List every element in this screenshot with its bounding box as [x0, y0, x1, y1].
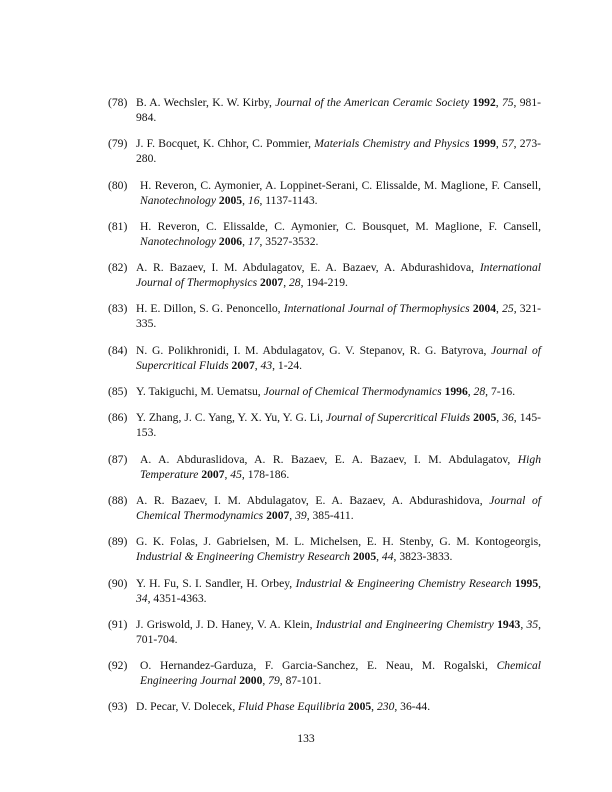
reference-pages: 36-44. [400, 700, 431, 714]
reference-journal: Journal of Supercritical Fluids [326, 411, 471, 425]
reference-pages: 981-984. [136, 96, 541, 124]
reference-number: (82) [108, 261, 128, 275]
reference-authors: A. R. Bazaev, I. M. Abdulagatov, E. A. Bazaev, A. Abdurashidova, [136, 493, 483, 507]
page-number: 133 [297, 732, 315, 745]
reference-year: 2005 [352, 550, 377, 564]
reference-text: H. Reveron, C. Aymonier, A. Loppinet-Serani, C. Elissalde, M. Maglione, F. Cansell, Nanotechnology 2005, 16, 1137-1143. [140, 178, 541, 207]
reference-journal: Materials Chemistry and Physics [314, 137, 470, 151]
reference-entry [108, 534, 541, 564]
reference-authors: A. R. Bazaev, I. M. Abdulagatov, E. A. Bazaev, A. Abdurashidova, [136, 261, 475, 275]
reference-number: (79) [108, 137, 128, 151]
reference-text: Y. Takiguchi, M. Uematsu, Journal of Chemical Thermodynamics 1996, 28, 7-16. [136, 385, 516, 399]
reference-journal: Chemical Engineering Journal [140, 659, 541, 688]
reference-text: G. K. Folas, J. Gabrielsen, M. L. Michelsen, E. H. Stenby, G. M. Kontogeorgis, Industrial & Engineering Chemistry Research 2005, 44, 3823-3833. [136, 535, 541, 564]
reference-number: (83) [108, 302, 128, 316]
reference-authors: H. E. Dillon, S. G. Penoncello, [136, 302, 281, 316]
reference-volume: 44 [381, 550, 394, 564]
reference-text: J. F. Bocquet, K. Chhor, C. Pommier, Materials Chemistry and Physics 1999, 57, 273-280. [136, 137, 541, 166]
reference-year: 2007 [201, 467, 225, 481]
reference-entry [108, 384, 541, 399]
reference-year: 1943 [497, 617, 521, 631]
reference-journal: High Temperature [140, 452, 541, 481]
reference-year: 1992 [472, 96, 496, 109]
reference-authors: B. A. Wechsler, K. W. Kirby, [136, 96, 272, 109]
reference-pages: 1-24. [277, 358, 303, 372]
reference-volume: 34 [136, 591, 148, 605]
reference-number: (93) [108, 700, 128, 714]
reference-authors: H. Reveron, C. Aymonier, A. Loppinet-Serani, C. Elissalde, M. Maglione, F. Cansell, [140, 178, 541, 192]
reference-authors: Y. H. Fu, S. I. Sandler, H. Orbey, [136, 576, 293, 590]
reference-year: 2006 [218, 234, 243, 248]
reference-entry [108, 658, 541, 688]
reference-text: B. A. Wechsler, K. W. Kirby, Journal of the American Ceramic Society 1992, 75, 981-984. [136, 96, 541, 124]
reference-pages: 145-153. [136, 411, 542, 440]
reference-number: (86) [108, 411, 128, 425]
reference-journal: Journal of the American Ceramic Society [275, 96, 470, 109]
reference-volume: 45 [230, 467, 242, 481]
reference-number: (80) [108, 178, 128, 192]
reference-authors: J. F. Bocquet, K. Chhor, C. Pommier, [136, 137, 311, 151]
reference-text: O. Hernandez-Garduza, F. Garcia-Sanchez, E. Neau, M. Rogalski, Chemical Engineering Journal 2000, 79, 87-101. [140, 659, 541, 688]
reference-pages: 194-219. [306, 276, 348, 290]
reference-text: D. Pecar, V. Dolecek, Fluid Phase Equilibria 2005, 230, 36-44. [136, 700, 431, 714]
reference-entry [108, 343, 541, 373]
reference-authors: Y. Takiguchi, M. Uematsu, [136, 385, 261, 399]
reference-text: H. E. Dillon, S. G. Penoncello, International Journal of Thermophysics 2004, 25, 321-335. [136, 302, 542, 331]
reference-entry [108, 617, 541, 647]
reference-volume: 79 [268, 674, 280, 688]
reference-authors: G. K. Folas, J. Gabrielsen, M. L. Michelsen, E. H. Stenby, G. M. Kontogeorgis, [136, 535, 541, 549]
reference-year: 2000 [239, 674, 263, 688]
reference-entry [108, 410, 541, 440]
reference-year: 2005 [218, 193, 243, 207]
reference-pages: 1137-1143. [265, 193, 318, 207]
reference-year: 2005 [347, 700, 372, 714]
reference-number: (90) [108, 576, 128, 590]
reference-year: 1995 [514, 576, 539, 590]
reference-journal: Nanotechnology [140, 193, 216, 207]
reference-journal: International Journal of Thermophysics [136, 261, 541, 290]
reference-volume: 25 [502, 302, 514, 316]
reference-volume: 57 [502, 137, 514, 151]
reference-volume: 35 [526, 617, 539, 631]
reference-volume: 16 [247, 193, 260, 207]
reference-pages: 3823-3833. [399, 550, 453, 564]
reference-pages: 7-16. [490, 385, 516, 399]
reference-authors: D. Pecar, V. Dolecek, [136, 700, 236, 714]
reference-text: Y. Zhang, J. C. Yang, Y. X. Yu, Y. G. Li, Journal of Supercritical Fluids 2005, 36, 145-153. [136, 411, 542, 440]
reference-journal: Industrial & Engineering Chemistry Research [295, 576, 512, 590]
reference-authors: A. A. Abduraslidova, A. R. Bazaev, E. A. Bazaev, I. M. Abdulagatov, [140, 452, 511, 466]
reference-authors: O. Hernandez-Garduza, F. Garcia-Sanchez, E. Neau, M. Rogalski, [140, 659, 488, 673]
reference-journal: Industrial and Engineering Chemistry [315, 617, 494, 631]
reference-text: Y. H. Fu, S. I. Sandler, H. Orbey, Industrial & Engineering Chemistry Research 1995, 34, 4351-4363. [136, 576, 542, 605]
reference-entry [108, 699, 541, 714]
reference-year: 2005 [473, 411, 497, 425]
reference-number: (92) [108, 659, 128, 673]
reference-entry [108, 95, 541, 125]
reference-text: H. Reveron, C. Elissalde, C. Aymonier, C. Bousquet, M. Maglione, F. Cansell, Nanotechnology 2006, 17, 3527-3532. [140, 219, 541, 248]
reference-journal: Journal of Chemical Thermodynamics [136, 493, 541, 522]
reference-volume: 75 [501, 96, 514, 109]
reference-authors: H. Reveron, C. Elissalde, C. Aymonier, C. Bousquet, M. Maglione, F. Cansell, [140, 219, 541, 233]
reference-entry [108, 576, 541, 606]
reference-text: A. R. Bazaev, I. M. Abdulagatov, E. A. Bazaev, A. Abdurashidova, International Journal of Thermophysics 2007, 28, 194-219. [136, 261, 541, 290]
reference-entry [108, 301, 541, 331]
reference-pages: 4351-4363. [153, 591, 207, 605]
reference-number: (89) [108, 535, 128, 549]
reference-volume: 28 [473, 385, 486, 399]
reference-entry [108, 178, 541, 208]
reference-volume: 43 [260, 358, 273, 372]
reference-text: J. Griswold, J. D. Haney, V. A. Klein, Industrial and Engineering Chemistry 1943, 35, 701-704. [136, 617, 542, 646]
reference-authors: N. G. Polikhronidi, I. M. Abdulagatov, G. V. Stepanov, R. G. Batyrova, [136, 343, 487, 357]
reference-number: (87) [108, 452, 128, 466]
reference-journal: Journal of Supercritical Fluids [136, 343, 542, 372]
reference-year: 1999 [472, 137, 496, 151]
reference-pages: 87-101. [285, 674, 322, 688]
reference-pages: 701-704. [136, 632, 178, 646]
reference-number: (84) [108, 343, 128, 357]
reference-volume: 39 [295, 508, 307, 522]
reference-journal: Nanotechnology [140, 234, 216, 248]
reference-authors: Y. Zhang, J. C. Yang, Y. X. Yu, Y. G. Li, [136, 411, 323, 425]
reference-entry [108, 136, 541, 166]
reference-entry [108, 452, 541, 482]
reference-year: 2007 [231, 358, 255, 372]
reference-volume: 17 [247, 234, 260, 248]
reference-authors: J. Griswold, J. D. Haney, V. A. Klein, [136, 617, 313, 631]
reference-journal: International Journal of Thermophysics [283, 302, 470, 316]
reference-number: (88) [108, 493, 128, 507]
reference-text: A. A. Abduraslidova, A. R. Bazaev, E. A. Bazaev, I. M. Abdulagatov, High Temperature 2007, 45, 178-186. [140, 452, 541, 481]
reference-pages: 273-280. [136, 137, 541, 166]
reference-number: (81) [108, 219, 128, 233]
reference-text: A. R. Bazaev, I. M. Abdulagatov, E. A. Bazaev, A. Abdurashidova, Journal of Chemical Thermodynamics 2007, 39, 385-411. [136, 493, 541, 522]
reference-volume: 28 [288, 276, 301, 290]
reference-number: (78) [108, 96, 128, 109]
reference-pages: 385-411. [312, 508, 354, 522]
reference-volume: 36 [502, 411, 514, 425]
reference-number: (85) [108, 385, 128, 399]
reference-pages: 321-335. [136, 302, 542, 331]
reference-entry [108, 493, 541, 523]
reference-volume: 230 [376, 700, 395, 714]
reference-year: 1996 [444, 385, 468, 399]
reference-journal: Fluid Phase Equilibria [238, 700, 346, 714]
reference-journal: Industrial & Engineering Chemistry Research [136, 550, 351, 564]
reference-year: 2007 [260, 276, 284, 290]
reference-pages: 3527-3532. [265, 234, 319, 248]
reference-text: N. G. Polikhronidi, I. M. Abdulagatov, G. V. Stepanov, R. G. Batyrova, Journal of Supercritical Fluids 2007, 43, 1-24. [136, 343, 542, 372]
reference-pages: 178-186. [247, 467, 290, 481]
reference-year: 2004 [472, 302, 497, 316]
reference-number: (91) [108, 617, 128, 631]
reference-year: 2007 [266, 508, 290, 522]
reference-list [108, 95, 541, 726]
reference-journal: Journal of Chemical Thermodynamics [263, 385, 442, 399]
reference-entry [108, 260, 541, 290]
reference-entry [108, 219, 541, 249]
